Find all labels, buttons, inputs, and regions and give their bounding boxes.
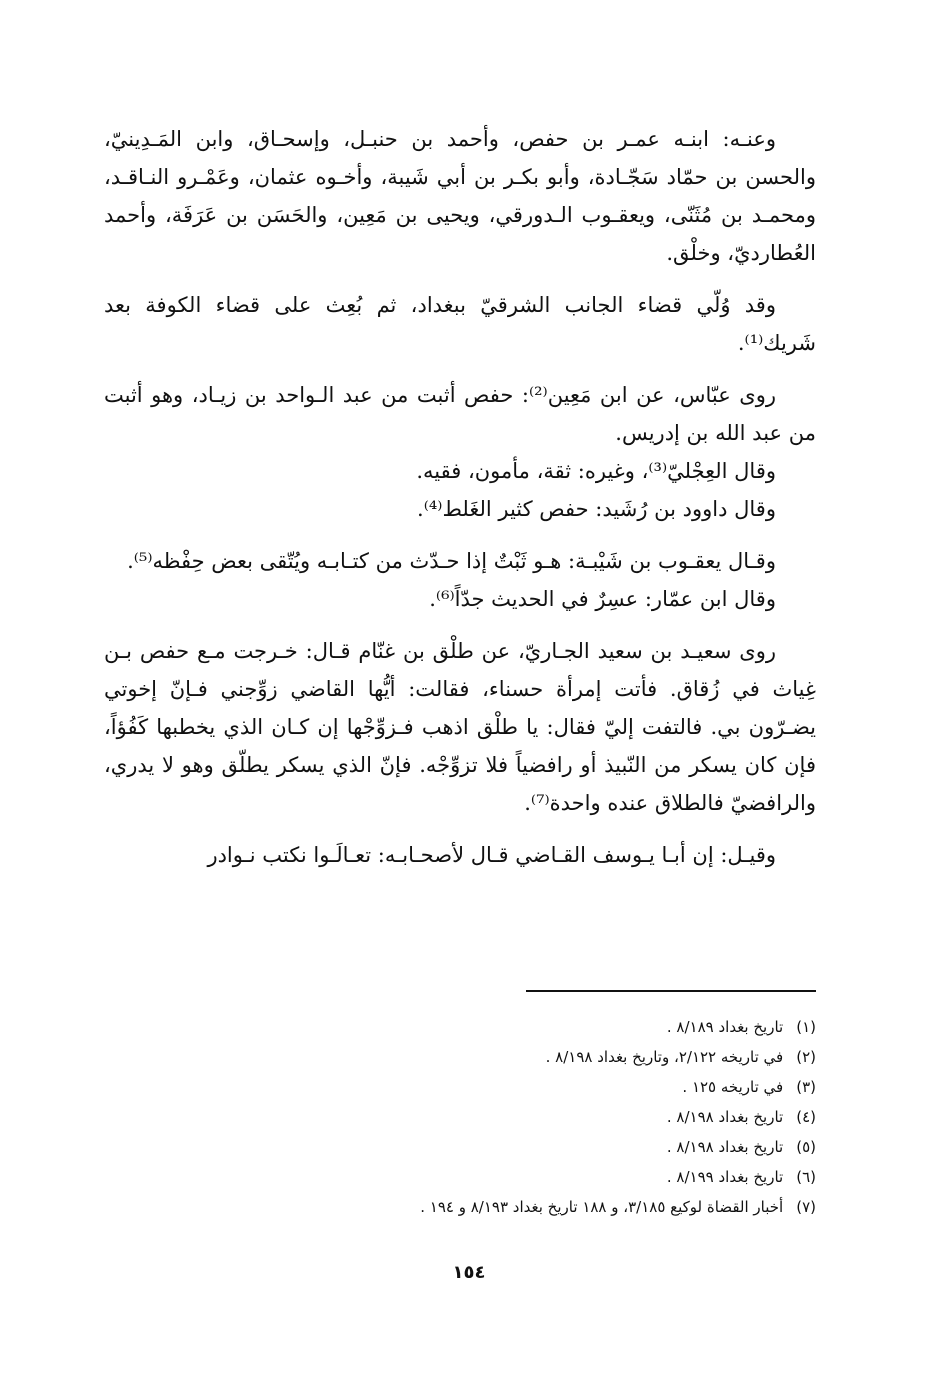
- footnote-number: (٧): [796, 1198, 816, 1216]
- footnote: [256, 1162, 816, 1192]
- footnote-number: (٥): [796, 1138, 816, 1156]
- footnote-number: (٣): [796, 1078, 816, 1096]
- footnote-number: (٢): [796, 1048, 816, 1066]
- footnote: [256, 1072, 816, 1102]
- footnote-text: تاريخ بغداد ٨/١٨٩ .: [666, 1018, 784, 1036]
- paragraph: وقال داوود بن رُشَيد: حفص كثير الغَلط⁽⁴⁾.: [417, 497, 776, 521]
- footnote-number: (٦): [796, 1168, 816, 1186]
- footnote-divider: [526, 990, 816, 992]
- main-text: [104, 120, 816, 874]
- paragraph: وعنـه: ابنـه عمـر بن حفص، وأحمد بن حنبـل، وإسحـاق، وابن المَـدِينيّ، والحسن بن حمّاد سَجّـادة، وأبو بكـر بن أبي شَيبة، وأخـوه عثمان، وعَمْـرو النـاقـد، ومحمـد بن مُثَنّى، ويعقـوب الـدورقي، ويحيى بن مَعِين، والحَسَن بن عَرَفَة، وأحمد العُطارديّ، وخلْق.: [104, 127, 816, 265]
- footnote-text: في تاريخه ١٢٥ .: [682, 1078, 784, 1096]
- footnote-number: (٤): [796, 1108, 816, 1126]
- footnotes: [256, 1012, 816, 1222]
- paragraph: وقد وُلّي قضاء الجانب الشرقيّ ببغداد، ثم بُعِث على قضاء الكوفة بعد شَريك⁽¹⁾.: [104, 293, 816, 355]
- footnote-text: أخبار القضاة لوكيع ٣/١٨٥، و ١٨٨ تاريخ بغداد ٨/١٩٣ و ١٩٤ .: [420, 1198, 784, 1216]
- paragraph: وقال ابن عمّار: عسِرٌ في الحديث جدّاً⁽⁶⁾.: [429, 587, 776, 611]
- footnote: [256, 1132, 816, 1162]
- paragraph: وقال العِجْليّ⁽³⁾، وغيره: ثقة، مأمون، فقيه.: [416, 459, 776, 483]
- footnote-number: (١): [796, 1018, 816, 1036]
- paragraph: روى سعيـد بن سعيد الجـاريّ، عن طلْق بن غنّام قـال: خـرجت مـع حفص بـن غِياث في زُقاق. فأتت إمرأة حسناء، فقالت: أيُّها القاضي زوِّجني فـإنّ إخوتي يضـرّون بي. فالتفت إليّ فقال: يا طلْق اذهب فـزوِّجْها إن كـان الذي يخطبها كَفُؤاً، فإن كان يسكر من النّبيذ أو رافضياً فلا تزوِّجْه. فإنّ الذي يسكر يطلّق وهو لا يدري، والرافضيّ فالطلاق عنده واحدة⁽⁷⁾.: [104, 639, 816, 815]
- paragraph: وقيـل: إن أبـا يـوسف القـاضي قـال لأصحـابـه: تعـالَـوا نكتب نـوادر: [207, 843, 776, 867]
- footnote-text: تاريخ بغداد ٨/١٩٨ .: [666, 1138, 784, 1156]
- footnote-text: تاريخ بغداد ٨/١٩٨ .: [666, 1108, 784, 1126]
- footnote: [256, 1102, 816, 1132]
- footnote-text: تاريخ بغداد ٨/١٩٩ .: [666, 1168, 784, 1186]
- footnote: [256, 1012, 816, 1042]
- paragraph: وقـال يعقـوب بن شَيْبـة: هـو ثَبْتٌ إذا حـدّث من كتـابـه ويُتّقى بعض حِفْظه⁽⁵⁾.: [127, 549, 776, 573]
- footnote: [256, 1042, 816, 1072]
- paragraph: روى عبّاس، عن ابن مَعِين⁽²⁾: حفص أثبت من عبد الـواحد بن زيـاد، وهو أثبت من عبد الله بن إدريس.: [104, 383, 816, 445]
- footnote-text: في تاريخه ٢/١٢٢، وتاريخ بغداد ٨/١٩٨ .: [545, 1048, 784, 1066]
- page-number: ١٥٤: [452, 1262, 486, 1283]
- footnote: [256, 1192, 816, 1222]
